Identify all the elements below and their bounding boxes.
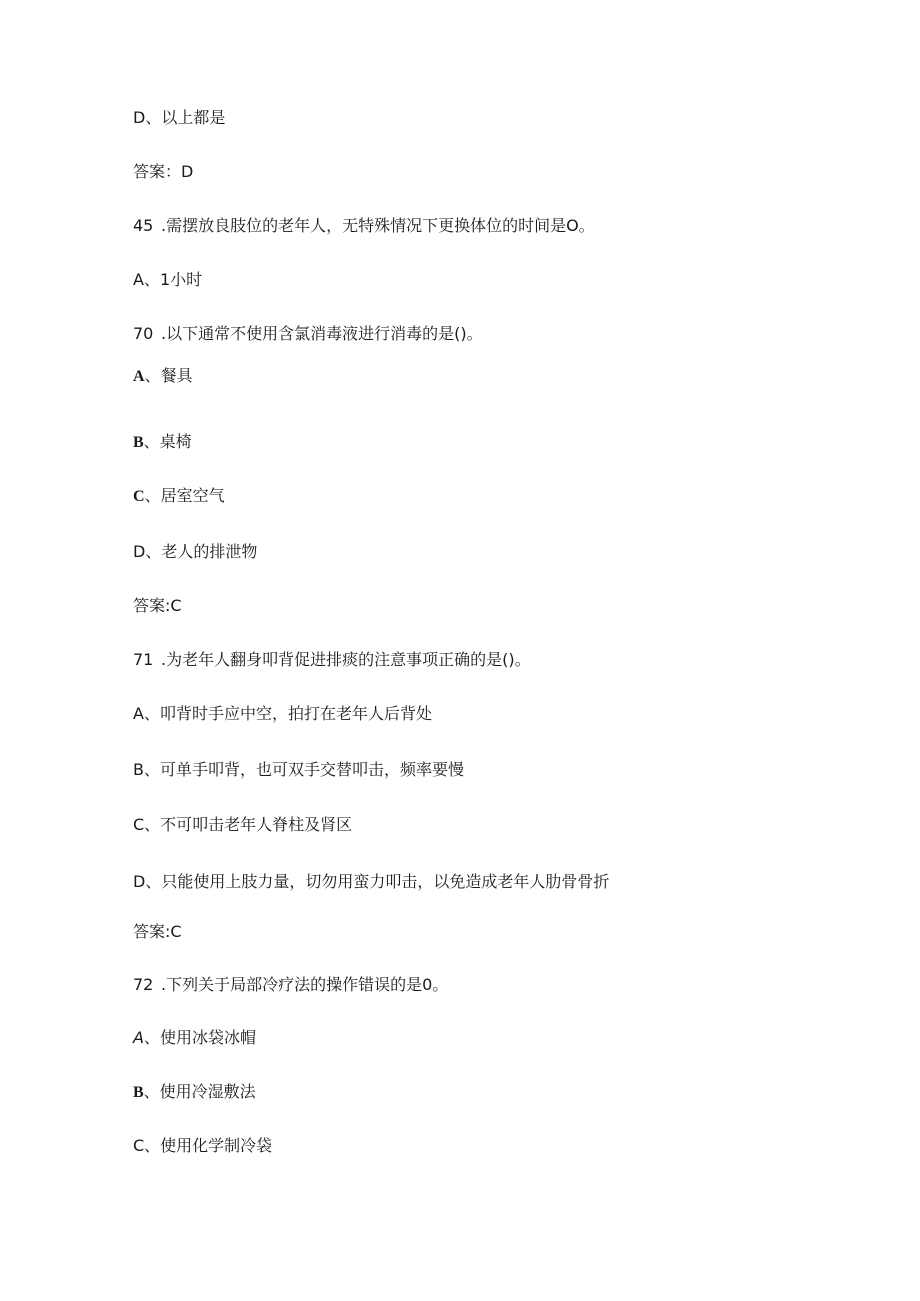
question-number: 72 (133, 975, 154, 994)
option-letter: A (133, 368, 145, 385)
option-letter: B (133, 1084, 144, 1101)
option-text: C、不可叩击老年人脊柱及肾区 (133, 815, 353, 834)
option-letter: A (133, 1028, 144, 1047)
option-b-q72 (133, 1082, 256, 1103)
option-a-q45 (133, 270, 202, 290)
question-text: .需摆放良肢位的老年人，无特殊情况下更换体位的时间是O。 (161, 216, 595, 235)
answer-text: 答案：D (133, 162, 194, 181)
question-text: .以下通常不使用含氯消毒液进行消毒的是()。 (161, 324, 483, 343)
option-d-q70 (133, 542, 257, 562)
option-a-q71 (133, 704, 432, 724)
answer-text: 答案:C (133, 922, 182, 941)
answer-text: 答案:C (133, 596, 182, 615)
option-text: A、叩背时手应中空，拍打在老年人后背处 (133, 704, 432, 723)
option-c-q71 (133, 815, 352, 835)
option-c-q70 (133, 486, 225, 507)
option-c-q72 (133, 1136, 272, 1156)
option-text: 、使用冰袋冰帽 (143, 1028, 256, 1047)
answer-q71 (133, 922, 182, 942)
question-text: .下列关于局部冷疗法的操作错误的是0。 (161, 975, 449, 994)
option-letter: C (133, 488, 145, 505)
option-text: A、1小时 (133, 270, 203, 289)
option-text: 、餐具 (144, 366, 193, 385)
answer-q70 (133, 596, 182, 616)
question-45 (133, 216, 595, 236)
answer-q44 (133, 162, 193, 182)
option-b-q70 (133, 432, 192, 453)
option-text: 、居室空气 (144, 486, 225, 505)
question-text: .为老年人翻身叩背促进排痰的注意事项正确的是()。 (161, 650, 531, 669)
question-number: 71 (133, 650, 154, 669)
question-71 (133, 650, 531, 670)
option-a-q70 (133, 366, 193, 387)
option-d-q71 (133, 872, 609, 892)
option-b-q71 (133, 760, 464, 780)
option-text: 、桌椅 (143, 432, 192, 451)
option-a-q72 (133, 1028, 256, 1048)
option-text: D、老人的排泄物 (133, 542, 258, 561)
option-text: D、以上都是 (133, 108, 226, 127)
option-text: C、使用化学制冷袋 (133, 1136, 273, 1155)
option-text: D、只能使用上肢力量，切勿用蛮力叩击，以免造成老年人肋骨骨折 (133, 872, 610, 891)
question-72 (133, 975, 448, 995)
question-70 (133, 324, 483, 344)
question-number: 70 (133, 324, 154, 343)
option-letter: B (133, 434, 144, 451)
option-text: B、可单手叩背，也可双手交替叩击，频率要慢 (133, 760, 464, 779)
option-text: 、使用冷湿敷法 (143, 1082, 256, 1101)
option-d-q44 (133, 108, 225, 128)
question-number: 45 (133, 216, 154, 235)
